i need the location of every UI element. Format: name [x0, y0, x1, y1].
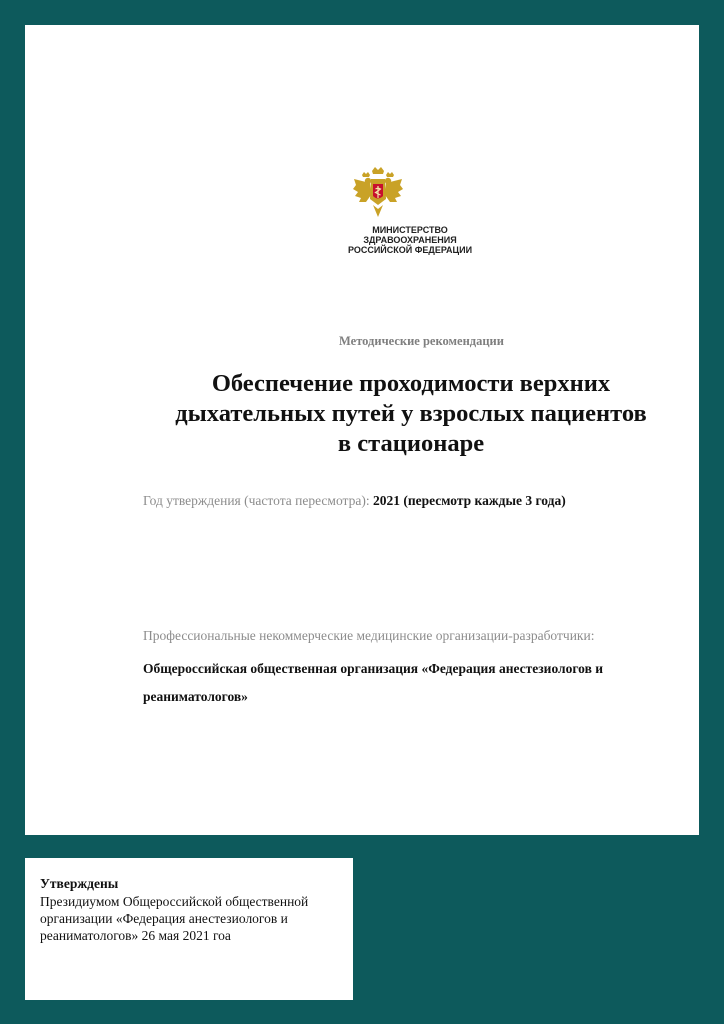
document-type: Методические рекомендации	[339, 334, 504, 348]
ministry-name-line1: МИНИСТЕРСТВО	[372, 225, 448, 235]
approval-line1: Президиумом Общероссийской общественной	[40, 894, 309, 909]
cover-panel	[25, 25, 699, 835]
double-headed-eagle-icon	[350, 165, 406, 221]
approval-line2: организации «Федерация анестезиологов и	[40, 911, 288, 926]
approval-heading: Утверждены	[40, 876, 119, 891]
ministry-name	[325, 225, 495, 255]
document-title-line1: Обеспечение проходимости верхних	[211, 370, 611, 397]
document-title-line3: в стационаре	[337, 430, 485, 457]
developers-org-line1: Общероссийская общественная организация «Федерация анестезиологов и	[143, 661, 604, 676]
developers-label: Профессиональные некоммерческие медицинские организации-разработчики:	[143, 628, 595, 643]
developers-org-line2: реаниматологов»	[143, 689, 248, 704]
approval-year-label: Год утверждения (частота пересмотра):	[143, 493, 370, 508]
approval-year-value: 2021 (пересмотр каждые 3 года)	[372, 493, 566, 508]
document-title	[100, 369, 722, 459]
approval-year	[143, 493, 703, 509]
approval-body	[40, 893, 345, 944]
approval-box	[25, 858, 353, 1000]
developers-organization	[143, 655, 683, 711]
ministry-name-line3: РОССИЙСКОЙ ФЕДЕРАЦИИ	[347, 245, 473, 255]
approval-line3: реаниматологов» 26 мая 2021 гоа	[40, 928, 231, 943]
document-title-line2: дыхательных путей у взрослых пациентов	[175, 400, 647, 427]
ministry-name-line2: ЗДРАВООХРАНЕНИЯ	[363, 235, 457, 245]
